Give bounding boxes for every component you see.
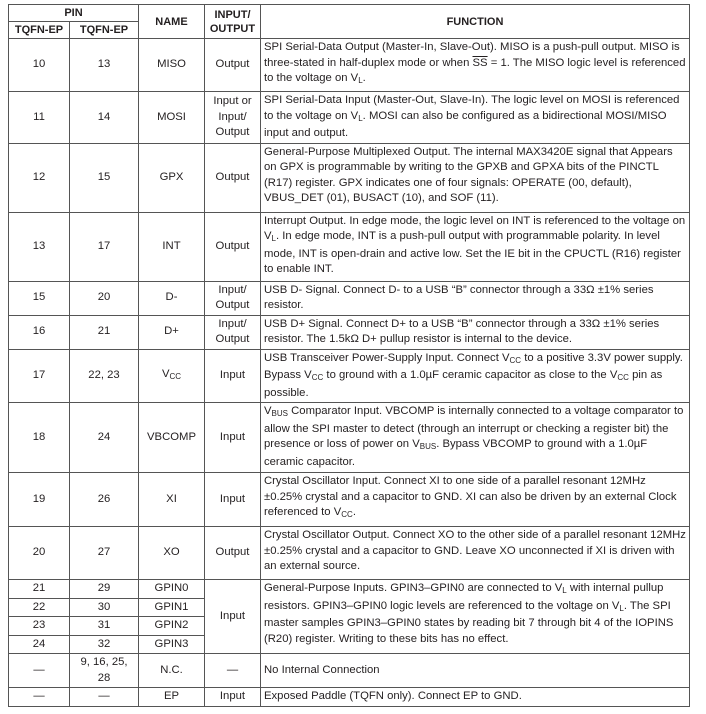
pin-name: N.C. (139, 654, 205, 688)
pin-tqfn-ep-2: 22, 23 (70, 349, 139, 403)
table-row (9, 315, 690, 349)
pin-tqfn-ep-2: 17 (70, 212, 139, 281)
table-row (9, 39, 690, 92)
pin-tqfn-ep-1: — (9, 654, 70, 688)
pin-description-table (8, 4, 690, 707)
pin-tqfn-ep-1: 13 (9, 212, 70, 281)
pin-tqfn-ep-2: 24 (70, 403, 139, 473)
table-row (9, 281, 690, 315)
pin-tqfn-ep-1: 21 (9, 580, 70, 599)
pin-name: MISO (139, 39, 205, 92)
pin-function: No Internal Connection (261, 654, 690, 688)
pin-tqfn-ep-1: 22 (9, 598, 70, 617)
pin-tqfn-ep-2: 21 (70, 315, 139, 349)
header-function: FUNCTION (261, 5, 690, 39)
pin-name: GPIN3 (139, 635, 205, 654)
pin-name: GPIN0 (139, 580, 205, 599)
pin-tqfn-ep-1: 23 (9, 617, 70, 636)
table-row (9, 473, 690, 527)
pin-name: XO (139, 527, 205, 580)
pin-name: D+ (139, 315, 205, 349)
pin-name: MOSI (139, 92, 205, 144)
pin-io: Output (205, 39, 261, 92)
pin-io: Input/ Output (205, 281, 261, 315)
pin-io: Input (205, 688, 261, 707)
table-row (9, 403, 690, 473)
pin-function: General-Purpose Multiplexed Output. The internal MAX3420E signal that Appears on GPX is programmable by writing to the GPXB and GPXA bits of the PINCTL (R17) register. GPX indicates one of four signals: OPERATE (00, default), VBUS_DET (01), BUSACT (10), and SOF (11). (261, 143, 690, 212)
pin-name: $V_{CC}$ (139, 349, 205, 403)
pin-io: — (205, 654, 261, 688)
pin-tqfn-ep-1: — (9, 688, 70, 707)
pin-tqfn-ep-1: 10 (9, 39, 70, 92)
pin-io: Input (205, 580, 261, 654)
pin-function: SPI Serial-Data Output (Master-In, Slave-Out). MISO is a push-pull output. MISO is three-stated in half-duplex mode or when $\overline{SS} = 1$. The MISO logic level is referenced to the voltage on $V_L$. (261, 39, 690, 92)
table-row (9, 688, 690, 707)
table-row (9, 143, 690, 212)
pin-function: USB D+ Signal. Connect D+ to a USB “B” connector through a 33Ω ±1% series resistor. The 1.5kΩ D+ pullup resistor is internal to the device. (261, 315, 690, 349)
pin-tqfn-ep-1: 12 (9, 143, 70, 212)
pin-tqfn-ep-2: 29 (70, 580, 139, 599)
header-input-output: INPUT/ OUTPUT (205, 5, 261, 39)
pin-tqfn-ep-2: 9, 16, 25, 28 (70, 654, 139, 688)
pin-tqfn-ep-1: 16 (9, 315, 70, 349)
header-name: NAME (139, 5, 205, 39)
pin-tqfn-ep-2: 15 (70, 143, 139, 212)
pin-tqfn-ep-2: 32 (70, 635, 139, 654)
pin-tqfn-ep-1: 24 (9, 635, 70, 654)
pin-function: General-Purpose Inputs. GPIN3–GPIN0 are connected to $V_L$ with internal pullup resistors. GPIN3–GPIN0 logic levels are referenced to the voltage on $V_L$. The SPI master samples GPIN3–GPIN0 states by reading bit 7 through bit 4 of the IOPINS (R20) register. Writing to these bits has no effect. (261, 580, 690, 654)
pin-tqfn-ep-1: 18 (9, 403, 70, 473)
pin-io: Output (205, 527, 261, 580)
pin-io: Input or Input/ Output (205, 92, 261, 144)
pin-tqfn-ep-2: 20 (70, 281, 139, 315)
pin-tqfn-ep-1: 17 (9, 349, 70, 403)
table-row (9, 349, 690, 403)
header-tqfn-ep-2: TQFN-EP (70, 22, 139, 39)
pin-tqfn-ep-2: 26 (70, 473, 139, 527)
pin-tqfn-ep-1: 19 (9, 473, 70, 527)
pin-tqfn-ep-2: 27 (70, 527, 139, 580)
pin-tqfn-ep-2: 14 (70, 92, 139, 144)
pin-tqfn-ep-2: 31 (70, 617, 139, 636)
pin-function: SPI Serial-Data Input (Master-Out, Slave-In). The logic level on MOSI is referenced to the voltage on $V_L$. MOSI can also be configured as a bidirectional MOSI/MISO input and output. (261, 92, 690, 144)
pin-function: USB Transceiver Power-Supply Input. Connect $V_{CC}$ to a positive 3.3V power supply. Bypass $V_{CC}$ to ground with a 1.0µF ceramic capacitor as close to the $V_{CC}$ pin as possible. (261, 349, 690, 403)
pin-name: GPIN2 (139, 617, 205, 636)
pin-io: Input (205, 349, 261, 403)
table-row (9, 527, 690, 580)
pin-tqfn-ep-2: — (70, 688, 139, 707)
pin-tqfn-ep-2: 13 (70, 39, 139, 92)
pin-function: Crystal Oscillator Output. Connect XO to the other side of a parallel resonant 12MHz ±0.25% crystal and a capacitor to GND. Leave XO unconnected if XI is driven with an external source. (261, 527, 690, 580)
pin-name: GPIN1 (139, 598, 205, 617)
pin-io: Input (205, 403, 261, 473)
pin-name: XI (139, 473, 205, 527)
header-pin: PIN (9, 5, 139, 22)
pin-function: Interrupt Output. In edge mode, the logic level on INT is referenced to the voltage on $V_L$. In edge mode, INT is a push-pull output with programmable polarity. In level mode, INT is open-drain and active low. Set the IE bit in the CPUCTL (R16) register to enable INT. (261, 212, 690, 281)
pin-function: Crystal Oscillator Input. Connect XI to one side of a parallel resonant 12MHz ±0.25% crystal and a capacitor to GND. XI can also be driven by an external Clock referenced to $V_{CC}$. (261, 473, 690, 527)
pin-io: Input/ Output (205, 315, 261, 349)
pin-function: $V_{BUS}$ Comparator Input. VBCOMP is internally connected to a voltage comparator to allow the SPI master to detect (through an interrupt or checking a register bit) the presence or loss of power on $V_{BUS}$. Bypass VBCOMP to ground with a 1.0µF ceramic capacitor. (261, 403, 690, 473)
table-row (9, 580, 690, 599)
pin-io: Input (205, 473, 261, 527)
pin-name: VBCOMP (139, 403, 205, 473)
pin-name: D- (139, 281, 205, 315)
table-row (9, 654, 690, 688)
pin-name: EP (139, 688, 205, 707)
table-row (9, 92, 690, 144)
pin-name: GPX (139, 143, 205, 212)
pin-io: Output (205, 143, 261, 212)
pin-tqfn-ep-2: 30 (70, 598, 139, 617)
pin-function: USB D- Signal. Connect D- to a USB “B” connector through a 33Ω ±1% series resistor. (261, 281, 690, 315)
pin-tqfn-ep-1: 15 (9, 281, 70, 315)
pin-function: Exposed Paddle (TQFN only). Connect EP to GND. (261, 688, 690, 707)
pin-name: INT (139, 212, 205, 281)
header-tqfn-ep-1: TQFN-EP (9, 22, 70, 39)
pin-tqfn-ep-1: 11 (9, 92, 70, 144)
pin-tqfn-ep-1: 20 (9, 527, 70, 580)
table-row (9, 212, 690, 281)
pin-io: Output (205, 212, 261, 281)
